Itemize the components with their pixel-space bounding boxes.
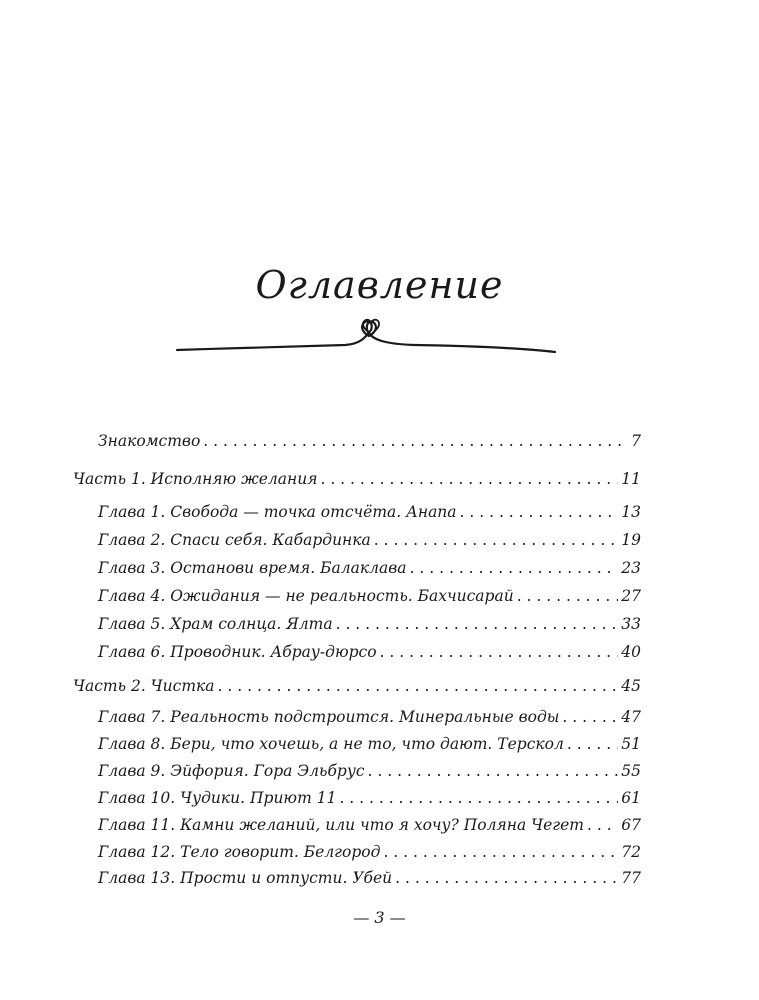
dot-leader (562, 706, 618, 728)
toc-entry-part-2[interactable] (73, 675, 641, 697)
toc-entry-label: Глава 2. Спаси себя. Кабардинка (98, 531, 371, 549)
toc-entry-page: 67 (621, 816, 641, 834)
dot-leader (517, 585, 619, 607)
toc-entry-page: 77 (621, 869, 641, 887)
toc-entry-page: 19 (621, 531, 641, 549)
dot-leader (460, 501, 619, 523)
dot-leader (380, 641, 619, 663)
toc-entry-label: Глава 1. Свобода — точка отсчёта. Анапа (98, 503, 457, 521)
toc-entry-page: 51 (621, 735, 641, 753)
dot-leader (203, 430, 628, 452)
toc-entry-chapter-6[interactable] (98, 641, 641, 663)
toc-entry-chapter-13[interactable] (98, 867, 641, 889)
dot-leader (374, 529, 619, 551)
toc-entry-page: 7 (631, 432, 641, 450)
toc-entry-chapter-9[interactable] (98, 760, 641, 782)
toc-entry-page: 27 (621, 587, 641, 605)
toc-entry-label: Глава 10. Чудики. Приют 11 (98, 789, 337, 807)
dot-leader (587, 814, 618, 836)
toc-entry-chapter-3[interactable] (98, 557, 641, 579)
toc-entry-chapter-2[interactable] (98, 529, 641, 551)
toc-entry-label: Знакомство (98, 432, 201, 450)
toc-entry-page: 23 (621, 559, 641, 577)
toc-entry-chapter-8[interactable] (98, 733, 641, 755)
dot-leader (368, 760, 619, 782)
toc-entry-page: 47 (621, 708, 641, 726)
toc-entry-chapter-10[interactable] (98, 787, 641, 809)
toc-entry-label: Часть 2. Чистка (73, 677, 215, 695)
toc-entry-label: Глава 6. Проводник. Абрау-дюрсо (98, 643, 377, 661)
toc-entry-label: Глава 8. Бери, что хочешь, а не то, что дают. Терскол (98, 735, 564, 753)
page-title: Оглавление (255, 263, 504, 307)
toc-entry-chapter-7[interactable] (98, 706, 641, 728)
dot-leader (336, 613, 619, 635)
toc-entry-label: Часть 1. Исполняю желания (73, 470, 318, 488)
toc-entry-label: Глава 7. Реальность подстроится. Минеральные воды (98, 708, 560, 726)
toc-entry-page: 11 (621, 470, 641, 488)
toc-entry-part-1[interactable] (73, 468, 641, 490)
dot-leader (320, 468, 618, 490)
toc-entry-label: Глава 5. Храм солнца. Ялта (98, 615, 333, 633)
dot-leader (339, 787, 618, 809)
toc-entry-label: Глава 12. Тело говорит. Белгород (98, 843, 381, 861)
toc-entry-page: 61 (621, 789, 641, 807)
toc-entry-page: 55 (621, 762, 641, 780)
toc-entry-page: 45 (621, 677, 641, 695)
toc-entry-page: 13 (621, 503, 641, 521)
dot-leader (383, 841, 618, 863)
toc-entry-chapter-1[interactable] (98, 501, 641, 523)
toc-entry-chapter-12[interactable] (98, 841, 641, 863)
toc-entry-label: Глава 11. Камни желаний, или что я хочу? Поляна Чегет (98, 816, 584, 834)
dot-leader (218, 675, 619, 697)
toc-entry-page: 72 (621, 843, 641, 861)
page-number: — 3 — (353, 908, 406, 927)
dot-leader (567, 733, 618, 755)
toc-entry-label: Глава 4. Ожидания — не реальность. Бахчисарай (98, 587, 514, 605)
dot-leader (395, 867, 618, 889)
dot-leader (410, 557, 619, 579)
toc-entry-label: Глава 13. Прости и отпусти. Убей (98, 869, 393, 887)
toc-entry-page: 33 (621, 615, 641, 633)
toc-entry-label: Глава 9. Эйфория. Гора Эльбрус (98, 762, 365, 780)
toc-entry-intro[interactable] (98, 430, 641, 452)
toc-entry-chapter-5[interactable] (98, 613, 641, 635)
toc-entry-page: 40 (621, 643, 641, 661)
toc-entry-chapter-11[interactable] (98, 814, 641, 836)
toc-entry-label: Глава 3. Останови время. Балаклава (98, 559, 407, 577)
toc-entry-chapter-4[interactable] (98, 585, 641, 607)
